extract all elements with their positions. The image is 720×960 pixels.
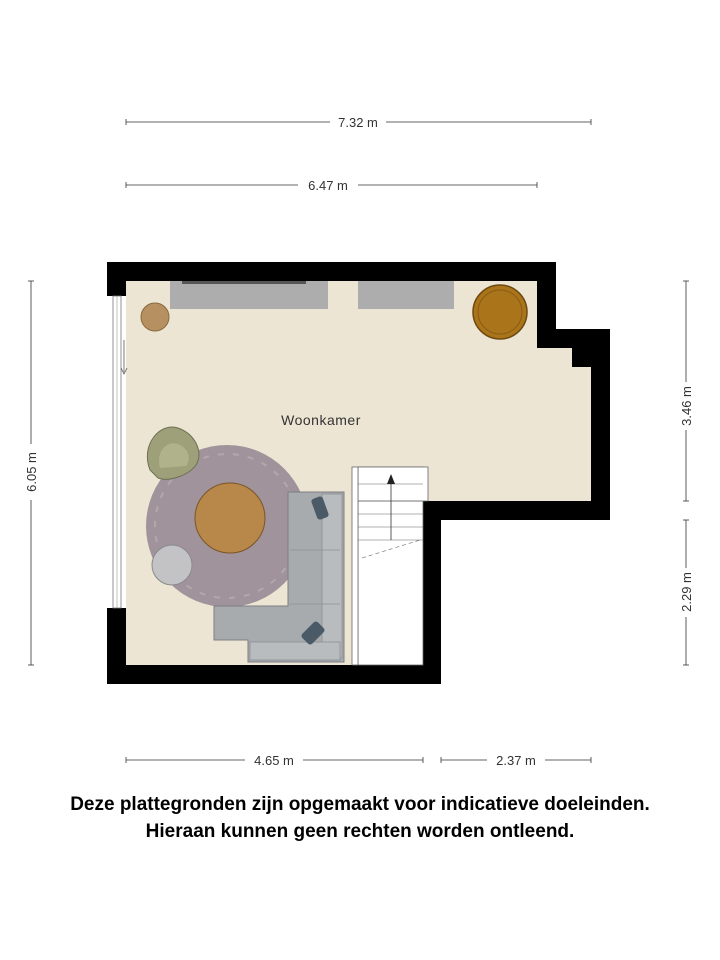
dim-top-outer: 7.32 m	[338, 115, 378, 130]
tv-shelf	[182, 281, 306, 284]
window-left	[113, 296, 127, 608]
disclaimer-line-2: Hieraan kunnen geen rechten worden ontleend.	[145, 821, 575, 842]
coffee-table	[195, 483, 265, 553]
dim-top-inner: 6.47 m	[308, 178, 348, 193]
plant-pot-left	[141, 303, 169, 331]
disclaimer-line-1: Deze plattegronden zijn opgemaakt voor indicatieve doeleinden.	[70, 794, 650, 815]
dim-bottom-right: 2.37 m	[496, 753, 536, 768]
cabinet-right	[358, 281, 454, 309]
plant-pot-right	[473, 285, 527, 339]
dim-left: 6.05 m	[24, 452, 39, 492]
side-table	[152, 545, 192, 585]
dim-right-upper: 3.46 m	[679, 386, 694, 426]
staircase	[352, 467, 428, 665]
dim-bottom-left: 4.65 m	[254, 753, 294, 768]
room-label: Woonkamer	[281, 412, 361, 428]
cabinet-left	[170, 281, 328, 309]
dim-right-lower: 2.29 m	[679, 572, 694, 612]
